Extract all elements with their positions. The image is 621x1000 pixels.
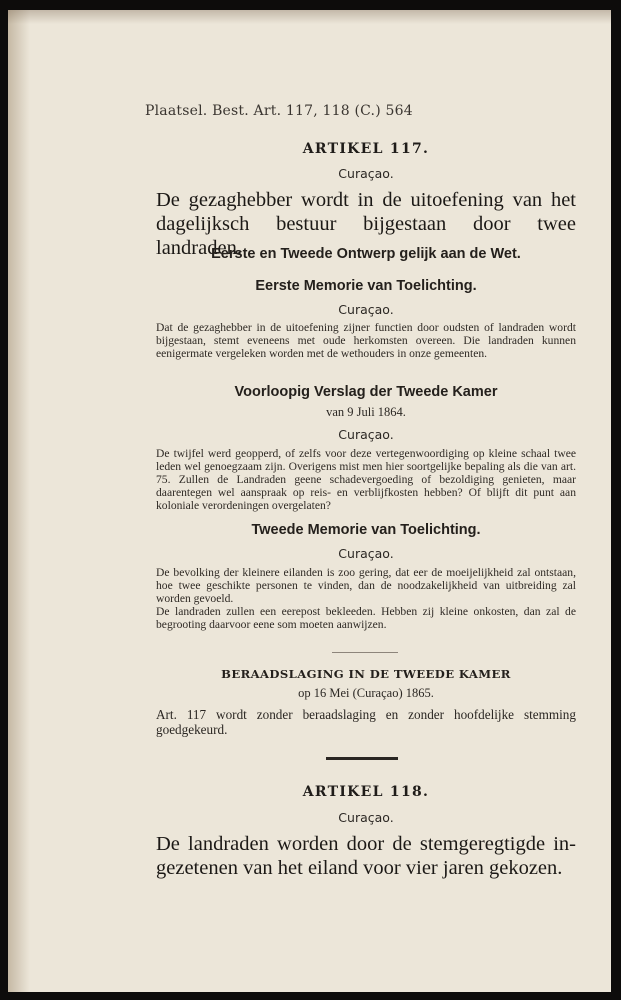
verslag-date: van 9 Juli 1864. (326, 405, 406, 419)
beraadslaging-text: Art. 117 wordt zonder beraadslaging en zonder hoofdelijke stemming goedgekeurd. (156, 707, 576, 737)
verslag-text (156, 447, 576, 512)
verslag-colony: Curaçao. (338, 427, 394, 442)
page-top-shadow (8, 10, 611, 24)
verslag-heading: Voorloopig Verslag der Tweede Kamer (234, 384, 498, 400)
memorie-1-heading: Eerste Memorie van Toelichting. (255, 278, 477, 294)
article-118-heading: ARTIKEL 118. (302, 784, 430, 800)
memorie-2-text (156, 566, 576, 631)
memorie-2-paragraph-1: De bevolking der kleinere eilanden is zoo gering, dat eer de moeijelijkheid zal ontstaan, hoe twee geschikte personen te vinden, dan de noodzakelijkheid van uitbreiding zal worden gevoeld. (156, 566, 576, 605)
beraadslaging-heading: BERAADSLAGING IN DE TWEEDE KAMER (221, 667, 511, 681)
article-118-line-1: De landraden worden door de stemgeregtigde in- (156, 833, 576, 855)
article-117-line-2: dagelijksch bestuur bijgestaan door twee landraden. (156, 213, 576, 259)
article-117-line-1: De gezaghebber wordt in de uitoefening van het (156, 189, 576, 211)
page-edge-shadow (8, 10, 30, 992)
memorie-2-colony: Curaçao. (338, 546, 394, 561)
memorie-2-heading: Tweede Memorie van Toelichting. (251, 522, 481, 538)
running-head: Plaatsel. Best. Art. 117, 118 (C.) 564 (145, 103, 413, 119)
article-118-text (156, 832, 576, 880)
ontwerp-heading: Eerste en Tweede Ontwerp gelijk aan de Wet. (211, 246, 521, 262)
article-117-colony: Curaçao. (338, 166, 394, 181)
book-page (8, 10, 611, 992)
section-divider (332, 652, 398, 653)
article-117-heading: ARTIKEL 117. (302, 141, 430, 157)
article-118-line-2: gezetenen van het eiland voor vier jaren gekozen. (156, 857, 563, 879)
article-divider (326, 757, 398, 760)
verslag-paragraph: De twijfel werd geopperd, of zelfs voor deze vertegenwoordiging op kleine schaal twee leden wel genoegzaam zijn. Overigens mist men hier soortgelijke bepaling als die van art. 75. Zullen de Landraden geene schadevergoeding of bezoldiging genieten, maar daarentegen wel aanspraak op reis- en verblijfkosten hebben? Of blijft dit punt aan koloniale verordeningen overgelaten? (156, 447, 576, 512)
memorie-1-colony: Curaçao. (338, 302, 394, 317)
memorie-1-text (156, 321, 576, 360)
article-118-colony: Curaçao. (338, 810, 394, 825)
memorie-2-paragraph-2: De landraden zullen een eerepost bekleeden. Hebben zij kleine onkosten, dan zal de begrooting daarvoor eene som moeten aanwijzen. (156, 605, 576, 631)
beraadslaging-date: op 16 Mei (Curaçao) 1865. (298, 686, 434, 700)
memorie-1-paragraph: Dat de gezaghebber in de uitoefening zijner functien door oudsten of landraden wordt bijgestaan, stemt eveneens met oude herkomsten overeen. Die landraden kunnen eenigermate vergeleken worden met de wethouders in onze gemeenten. (156, 321, 576, 360)
